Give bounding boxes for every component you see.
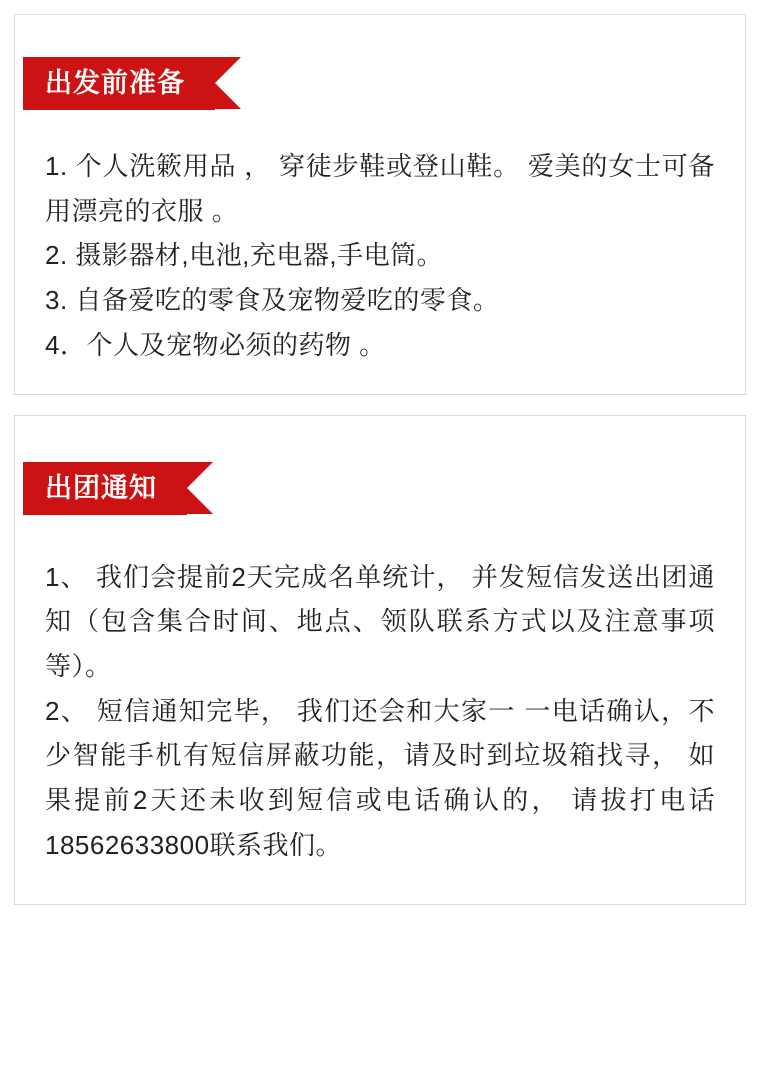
section-heading-banner-1: 出发前准备 bbox=[23, 57, 215, 110]
section-card-departure-preparation bbox=[14, 14, 746, 395]
ribbon-container-1 bbox=[15, 15, 745, 110]
body-line: 1. 个人洗簌用品 ， 穿徒步鞋或登山鞋。 爱美的女士可备用漂亮的衣服 。 bbox=[45, 151, 715, 226]
body-line: 1、 我们会提前2天完成名单统计， 并发短信发送出团通知（包含集合时间、地点、领队联系方式以及注意事项等）。 bbox=[45, 561, 715, 682]
body-line: 4．个人及宠物必须的药物 。 bbox=[45, 329, 386, 360]
section-body-1 bbox=[15, 110, 745, 368]
body-line: 2、 短信通知完毕， 我们还会和大家一 一电话确认，不少智能手机有短信屏蔽功能，请及时到垃圾箱找寻， 如果提前2天还未收到短信或电话确认的， 请拔打电话18562633800联系我们。 bbox=[45, 695, 715, 860]
card-bottom-spacer bbox=[15, 868, 745, 878]
body-line: 3. 自备爱吃的零食及宠物爱吃的零食。 bbox=[45, 285, 500, 316]
ribbon-container-2 bbox=[15, 416, 745, 515]
section-heading-banner-2: 出团通知 bbox=[23, 462, 187, 515]
section-body-2 bbox=[15, 515, 745, 868]
section-card-departure-notice bbox=[14, 415, 746, 905]
body-line: 2. 摄影器材,电池,充电器,手电筒。 bbox=[45, 240, 444, 271]
